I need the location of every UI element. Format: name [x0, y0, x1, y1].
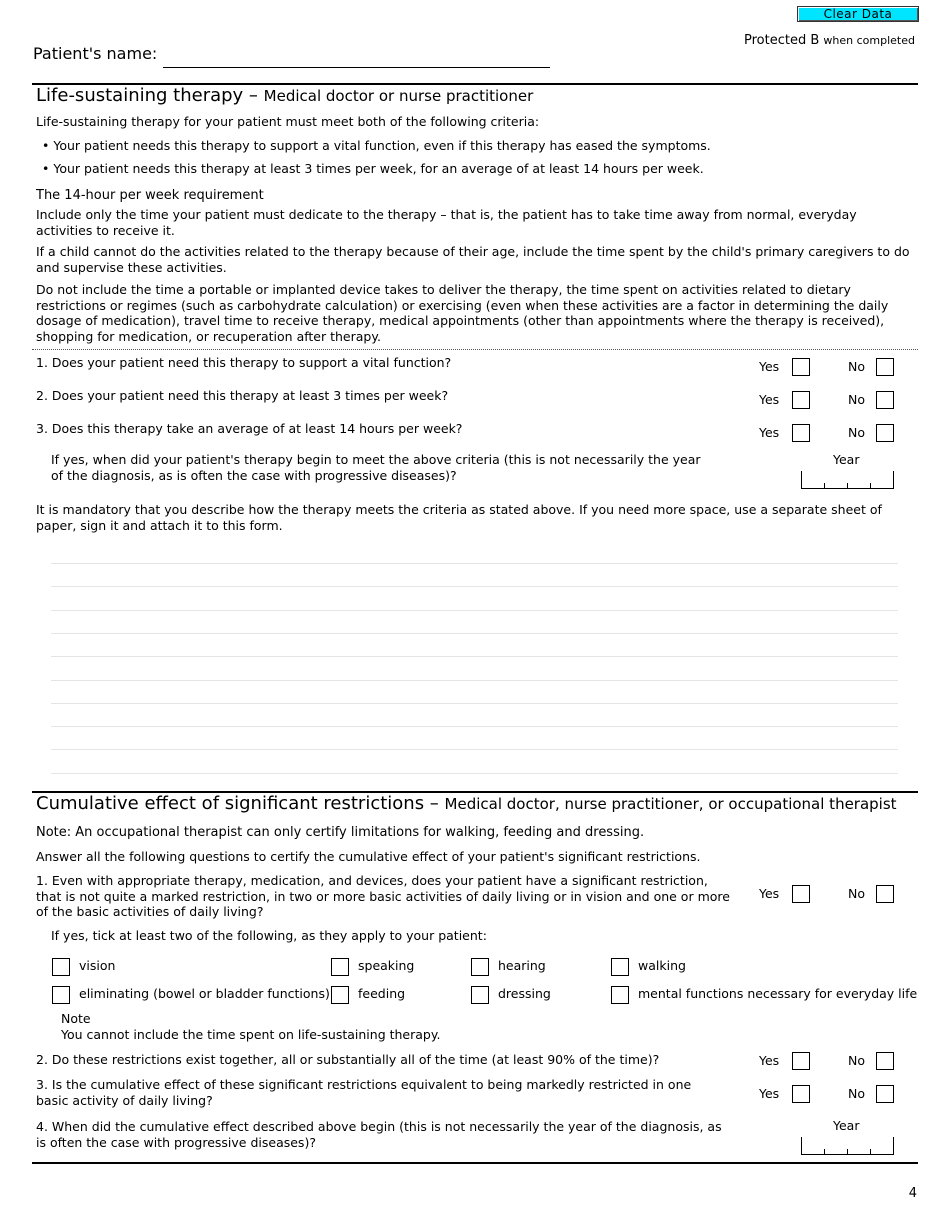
section1-title: Life-sustaining therapy – Medical doctor or nurse practitioner: [36, 85, 534, 106]
writing-line: [51, 586, 898, 587]
q1-no-checkbox[interactable]: [876, 358, 894, 376]
question-3: 3. Does this therapy take an average of at least 14 hours per week?: [36, 421, 463, 436]
yes-label: Yes: [759, 359, 780, 374]
yes-label: Yes: [759, 1086, 780, 1101]
writing-line: [51, 680, 898, 681]
cumulative-question-3: 3. Is the cumulative effect of these significant restrictions equivalent to being markedly restricted in one basic activity of daily living?: [36, 1077, 692, 1108]
no-label: No: [848, 1053, 865, 1068]
cumulative-question-1: 1. Even with appropriate therapy, medication, and devices, does your patient have a significant restriction, that is not quite a marked restriction, in two or more basic activities of daily living or in vision and one or more of the basic activities of daily living?: [36, 873, 730, 919]
q3-no-checkbox[interactable]: [876, 424, 894, 442]
criteria-bullet: • Your patient needs this therapy to support a vital function, even if this therapy has eased the symptoms.: [42, 138, 711, 153]
year-digit-divider: [824, 483, 825, 489]
cumulative-question-4: 4. When did the cumulative effect described above begin (this is not necessarily the year of the diagnosis, as is often the case with progressive diseases)?: [36, 1119, 722, 1150]
cumulative-question-2: 2. Do these restrictions exist together, all or substantially all of the time (at least 90% of the time)?: [36, 1052, 660, 1067]
speaking-checkbox[interactable]: [331, 958, 349, 976]
cq3-yes-checkbox[interactable]: [792, 1085, 810, 1103]
requirement-para-3: Do not include the time a portable or implanted device takes to deliver the therapy, the time spent on activities related to dietary restrictions or regimes (such as carbohydrate calculation) or exercising (even when these activities are a factor in determining the daily dosage of medication), travel time to receive therapy, medical appointments (other than appointments where the therapy is received), shopping for medication, or recuperation after therapy.: [36, 282, 889, 344]
section-divider: [32, 1162, 918, 1164]
writing-line: [51, 633, 898, 634]
vision-label: vision: [79, 958, 116, 973]
section2-title: Cumulative effect of significant restrictions – Medical doctor, nurse practitioner, or occupational therapist: [36, 793, 897, 814]
hearing-checkbox[interactable]: [471, 958, 489, 976]
writing-line: [51, 563, 898, 564]
no-label: No: [848, 392, 865, 407]
mental-functions-checkbox[interactable]: [611, 986, 629, 1004]
yes-label: Yes: [759, 886, 780, 901]
ot-note: Note: An occupational therapist can only certify limitations for walking, feeding and dressing.: [36, 825, 645, 840]
section1-intro: Life-sustaining therapy for your patient must meet both of the following criteria:: [36, 114, 540, 129]
q3-yes-checkbox[interactable]: [792, 424, 810, 442]
note-text: You cannot include the time spent on life-sustaining therapy.: [61, 1027, 441, 1042]
note-heading: Note: [61, 1011, 91, 1026]
clear-data-button[interactable]: Clear Data: [797, 6, 919, 22]
therapy-year-field[interactable]: [801, 471, 894, 489]
writing-line: [51, 703, 898, 704]
year-digit-divider: [847, 1149, 848, 1155]
dressing-checkbox[interactable]: [471, 986, 489, 1004]
vision-checkbox[interactable]: [52, 958, 70, 976]
cq2-no-checkbox[interactable]: [876, 1052, 894, 1070]
speaking-label: speaking: [358, 958, 415, 973]
year-digit-divider: [847, 483, 848, 489]
writing-line: [51, 656, 898, 657]
question-1: 1. Does your patient need this therapy to support a vital function?: [36, 355, 452, 370]
mandatory-description: It is mandatory that you describe how the therapy meets the criteria as stated above. If you need more space, use a separate sheet of paper, sign it and attach it to this form.: [36, 502, 882, 533]
q2-yes-checkbox[interactable]: [792, 391, 810, 409]
year-digit-divider: [870, 483, 871, 489]
no-label: No: [848, 886, 865, 901]
therapy-begin-question: If yes, when did your patient's therapy begin to meet the above criteria (this is not necessarily the year of the diagnosis, as is often the case with progressive diseases)?: [51, 452, 701, 483]
cq2-yes-checkbox[interactable]: [792, 1052, 810, 1070]
patient-name-label: Patient's name:: [33, 44, 158, 63]
cq1-yes-checkbox[interactable]: [792, 885, 810, 903]
answer-all-instruction: Answer all the following questions to certify the cumulative effect of your patient's significant restrictions.: [36, 849, 701, 864]
patient-name-field[interactable]: [163, 67, 550, 68]
cq1-no-checkbox[interactable]: [876, 885, 894, 903]
dotted-divider: [32, 349, 918, 350]
feeding-label: feeding: [358, 986, 406, 1001]
criteria-bullet: • Your patient needs this therapy at least 3 times per week, for an average of at least 14 hours per week.: [42, 161, 704, 176]
yes-label: Yes: [759, 1053, 780, 1068]
year-label: Year: [833, 452, 860, 467]
mental-functions-label: mental functions necessary for everyday life: [638, 986, 918, 1001]
year-digit-divider: [870, 1149, 871, 1155]
tick-instruction: If yes, tick at least two of the following, as they apply to your patient:: [51, 928, 487, 943]
year-digit-divider: [824, 1149, 825, 1155]
eliminating-label: eliminating (bowel or bladder functions): [79, 986, 330, 1001]
page-number: 4: [908, 1186, 917, 1201]
walking-label: walking: [638, 958, 686, 973]
cumulative-year-field[interactable]: [801, 1137, 894, 1155]
yes-label: Yes: [759, 425, 780, 440]
requirement-para-1: Include only the time your patient must dedicate to the therapy – that is, the patient has to take time away from normal, everyday activities to receive it.: [36, 207, 857, 238]
writing-line: [51, 726, 898, 727]
writing-line: [51, 749, 898, 750]
requirement-para-2: If a child cannot do the activities related to the therapy because of their age, include the time spent by the child's primary caregivers to do and supervise these activities.: [36, 244, 910, 275]
walking-checkbox[interactable]: [611, 958, 629, 976]
writing-line: [51, 773, 898, 774]
question-2: 2. Does your patient need this therapy at least 3 times per week?: [36, 388, 449, 403]
cq3-no-checkbox[interactable]: [876, 1085, 894, 1103]
dressing-label: dressing: [498, 986, 551, 1001]
no-label: No: [848, 1086, 865, 1101]
writing-line: [51, 610, 898, 611]
protected-b-label: Protected B when completed: [744, 33, 915, 48]
feeding-checkbox[interactable]: [331, 986, 349, 1004]
q1-yes-checkbox[interactable]: [792, 358, 810, 376]
requirement-heading: The 14-hour per week requirement: [36, 188, 264, 203]
yes-label: Yes: [759, 392, 780, 407]
no-label: No: [848, 359, 865, 374]
q2-no-checkbox[interactable]: [876, 391, 894, 409]
hearing-label: hearing: [498, 958, 546, 973]
year-label: Year: [833, 1118, 860, 1133]
eliminating-checkbox[interactable]: [52, 986, 70, 1004]
no-label: No: [848, 425, 865, 440]
